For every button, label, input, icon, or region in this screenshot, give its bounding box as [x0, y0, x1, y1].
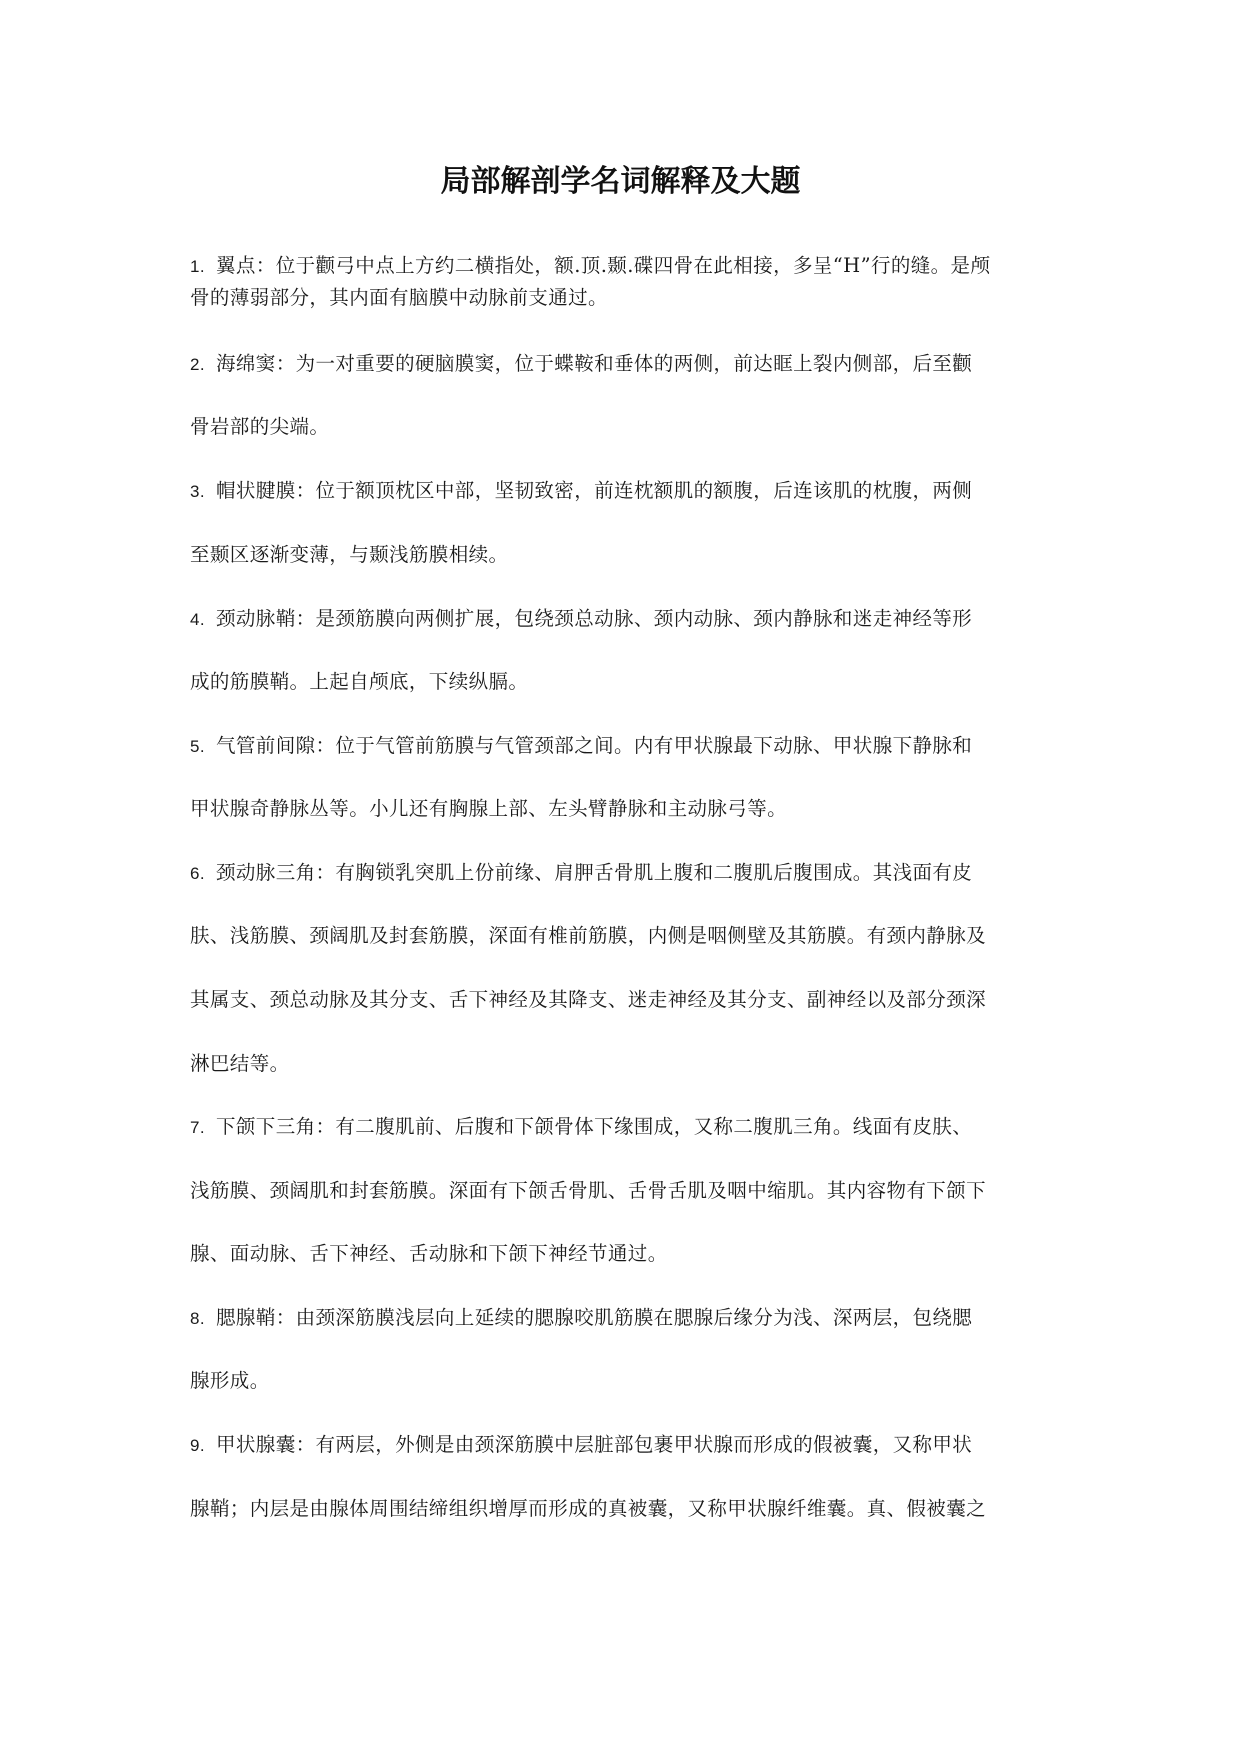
entry-8-line-2: [190, 1367, 1060, 1395]
entry-number: 5.: [190, 737, 205, 756]
entry-text: 腮腺鞘：由颈深筋膜浅层向上延续的腮腺咬肌筋膜在腮腺后缘分为浅、深两层，包绕腮: [216, 1306, 973, 1329]
entry-4-line-2: [190, 668, 1060, 696]
entry-2-line-1: [190, 350, 1060, 379]
entry-6-line-3: [190, 986, 1060, 1014]
entry-number: 1.: [190, 257, 205, 276]
entry-number: 8.: [190, 1309, 205, 1328]
entry-text: 腺、面动脉、舌下神经、舌动脉和下颌下神经节通过。: [190, 1242, 668, 1265]
entry-number: 7.: [190, 1118, 205, 1137]
entry-7-line-3: [190, 1240, 1060, 1268]
entry-6-line-2: [190, 922, 1060, 950]
entry-2-line-2: [190, 413, 1060, 441]
entry-4-line-1: [190, 605, 1060, 634]
entry-text: 气管前间隙：位于气管前筋膜与气管颈部之间。内有甲状腺最下动脉、甲状腺下静脉和: [216, 734, 973, 757]
entry-text: 翼点：位于颧弓中点上方约二横指处，额.顶.颞.碟四骨在此相接，多呈“H”行的缝。是颅: [216, 254, 991, 277]
entry-3-line-1: [190, 477, 1060, 506]
entry-6-line-1: [190, 859, 1060, 888]
entry-text: 颈动脉鞘：是颈筋膜向两侧扩展，包绕颈总动脉、颈内动脉、颈内静脉和迷走神经等形: [216, 607, 973, 630]
entry-text: 其属支、颈总动脉及其分支、舌下神经及其降支、迷走神经及其分支、副神经以及部分颈深: [190, 988, 987, 1011]
entry-number: 6.: [190, 864, 205, 883]
entry-text: 浅筋膜、颈阔肌和封套筋膜。深面有下颌舌骨肌、舌骨舌肌及咽中缩肌。其内容物有下颌下: [190, 1179, 987, 1202]
entry-number: 4.: [190, 610, 205, 629]
entry-text: 甲状腺奇静脉丛等。小儿还有胸腺上部、左头臂静脉和主动脉弓等。: [190, 797, 788, 820]
entry-text: 至颞区逐渐变薄，与颞浅筋膜相续。: [190, 543, 509, 566]
entry-text: 成的筋膜鞘。上起自颅底，下续纵膈。: [190, 670, 529, 693]
entry-text: 甲状腺囊：有两层，外侧是由颈深筋膜中层脏部包裹甲状腺而形成的假被囊，又称甲状: [216, 1433, 973, 1456]
entry-text: 骨的薄弱部分，其内面有脑膜中动脉前支通过。: [190, 286, 608, 309]
entry-text: 骨岩部的尖端。: [190, 415, 330, 438]
entry-text: 颈动脉三角：有胸锁乳突肌上份前缘、肩胛舌骨肌上腹和二腹肌后腹围成。其浅面有皮: [216, 861, 973, 884]
entry-number: 2.: [190, 355, 205, 374]
entry-text: 帽状腱膜：位于额顶枕区中部，坚韧致密，前连枕额肌的额腹，后连该肌的枕腹，两侧: [216, 479, 973, 502]
entry-3-line-2: [190, 541, 1060, 569]
entry-text: 腺形成。: [190, 1369, 270, 1392]
entry-text: 淋巴结等。: [190, 1052, 290, 1075]
entry-8-line-1: [190, 1304, 1060, 1333]
entry-1-line-2: [190, 284, 1060, 312]
entry-7-line-2: [190, 1177, 1060, 1205]
entry-9-line-2: [190, 1495, 1060, 1523]
entry-text: 海绵窦：为一对重要的硬脑膜窦，位于蝶鞍和垂体的两侧，前达眶上裂内侧部，后至颧: [216, 352, 973, 375]
entry-7-line-1: [190, 1113, 1060, 1142]
entry-text: 下颌下三角：有二腹肌前、后腹和下颌骨体下缘围成，又称二腹肌三角。线面有皮肤、: [216, 1115, 973, 1138]
entry-5-line-1: [190, 732, 1060, 761]
entry-text: 肤、浅筋膜、颈阔肌及封套筋膜，深面有椎前筋膜，内侧是咽侧壁及其筋膜。有颈内静脉及: [190, 924, 987, 947]
entry-5-line-2: [190, 795, 1060, 823]
entry-9-line-1: [190, 1431, 1060, 1460]
entry-6-line-4: [190, 1050, 1060, 1078]
entry-number: 9.: [190, 1436, 205, 1455]
entry-number: 3.: [190, 482, 205, 501]
document-title: 局部解剖学名词解释及大题: [440, 164, 801, 199]
entry-text: 腺鞘；内层是由腺体周围结缔组织增厚而形成的真被囊，又称甲状腺纤维囊。真、假被囊之: [190, 1497, 987, 1520]
entry-1-line-1: [190, 252, 1060, 281]
